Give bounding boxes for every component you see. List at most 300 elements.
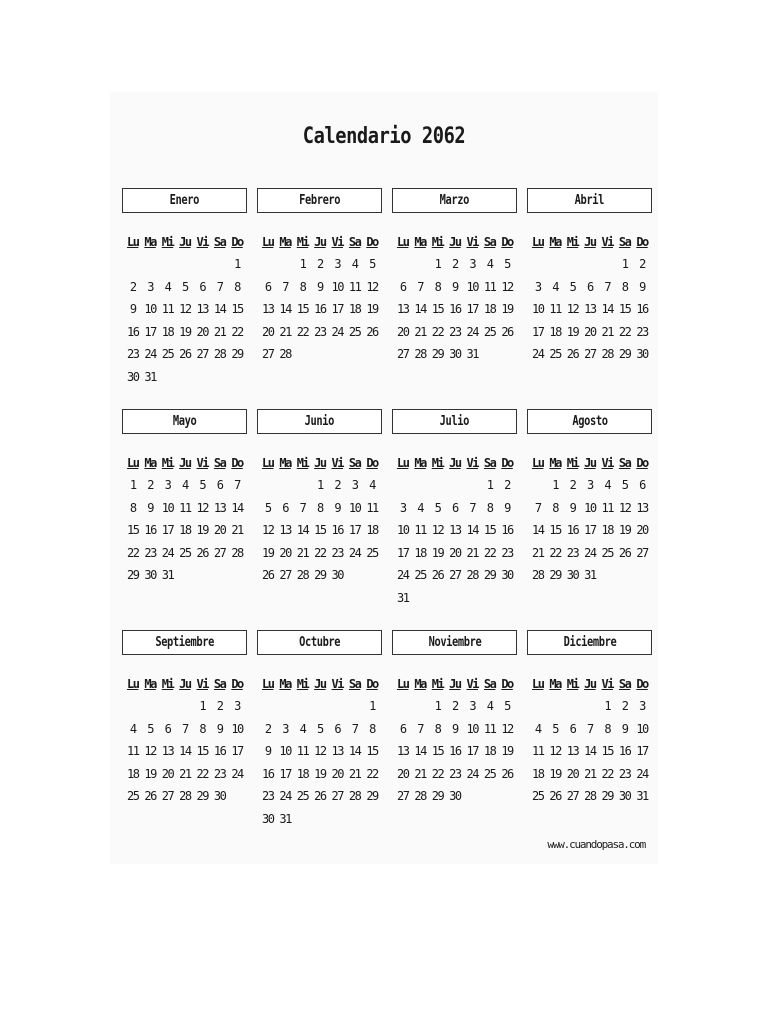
day-cell: 9	[129, 302, 136, 316]
day-cell: 21	[296, 545, 309, 560]
weekday-header: Vi	[331, 677, 343, 691]
day-cell: 16	[636, 302, 648, 316]
day-cell: 27	[196, 347, 208, 361]
weekday-header: Mi	[296, 456, 309, 470]
weekday-header: Lu	[126, 456, 139, 470]
weekday-header: Ma	[279, 456, 291, 470]
empty-day-cell	[259, 695, 276, 718]
day-cell: 12	[549, 744, 561, 758]
day-cell: 17	[584, 523, 596, 537]
day-cell: 15	[126, 523, 139, 537]
day-cell: 12	[566, 302, 579, 316]
day-cell: 4	[552, 279, 558, 294]
empty-day-cell	[176, 695, 193, 718]
day-cell: 22	[601, 766, 613, 781]
day-cell: 19	[501, 744, 513, 758]
day-cell: 21	[584, 766, 596, 781]
day-cell: 29	[618, 347, 631, 361]
day-cell: 14	[296, 523, 309, 537]
day-cell: 30	[213, 789, 226, 803]
day-cell: 28	[531, 568, 544, 582]
day-cell: 7	[351, 721, 358, 736]
empty-day-cell	[394, 253, 411, 276]
day-cell: 28	[466, 568, 478, 582]
day-cell: 24	[466, 766, 478, 781]
day-cell: 21	[348, 766, 361, 781]
day-cell: 26	[144, 789, 156, 803]
day-cell: 27	[396, 789, 409, 803]
weekday-header: Mi	[161, 235, 174, 249]
weekday-header: Do	[231, 456, 243, 470]
weekday-header: Ma	[279, 235, 291, 249]
day-cell: 11	[126, 744, 139, 758]
weekday-header: Mi	[431, 235, 444, 249]
day-cell: 29	[126, 568, 139, 582]
day-cell: 21	[531, 545, 544, 560]
day-cell: 22	[431, 766, 444, 781]
day-cell: 19	[501, 302, 513, 316]
weekday-header: Ma	[414, 235, 426, 249]
day-cell: 15	[483, 523, 496, 537]
day-cell: 7	[587, 721, 593, 736]
day-cell: 20	[584, 324, 596, 339]
day-cell: 7	[604, 279, 611, 294]
day-cell: 19	[179, 324, 191, 339]
day-cell: 28	[414, 347, 426, 361]
month-name: Julio	[439, 414, 470, 429]
weekday-header: Do	[366, 677, 378, 691]
day-cell: 28	[231, 545, 243, 560]
day-cell: 24	[396, 568, 409, 582]
day-cell: 19	[366, 302, 378, 316]
day-cell: 1	[486, 478, 493, 492]
day-cell: 25	[366, 545, 378, 560]
weekday-header: Vi	[601, 677, 613, 691]
day-cell: 10	[144, 302, 156, 316]
day-cell: 14	[601, 302, 613, 316]
day-cell: 28	[179, 789, 191, 803]
month-abril	[527, 188, 652, 366]
day-cell: 23	[144, 545, 156, 560]
weekday-header: Sa	[348, 456, 361, 470]
day-cell: 1	[604, 699, 611, 713]
day-cell: 10	[396, 523, 409, 537]
day-cell: 11	[348, 279, 361, 294]
day-grid	[259, 673, 382, 830]
weekday-header: Vi	[196, 677, 208, 691]
day-cell: 8	[299, 279, 306, 294]
weekday-header: Vi	[466, 235, 478, 249]
day-cell: 12	[501, 279, 513, 294]
day-cell: 18	[414, 545, 426, 560]
day-cell: 10	[466, 279, 478, 294]
month-julio	[392, 409, 517, 609]
day-cell: 4	[369, 478, 375, 492]
day-cell: 13	[636, 500, 648, 515]
day-cell: 16	[144, 523, 156, 537]
day-cell: 11	[483, 721, 496, 736]
empty-day-cell	[564, 695, 581, 718]
day-grid	[529, 231, 652, 366]
empty-day-cell	[311, 695, 328, 718]
month-header-box	[392, 188, 517, 213]
day-cell: 25	[483, 766, 496, 781]
month-name: Junio	[304, 414, 335, 429]
day-cell: 13	[331, 744, 343, 758]
day-cell: 21	[179, 766, 191, 781]
weekday-header: Ma	[414, 677, 426, 691]
day-cell: 17	[161, 523, 174, 537]
day-cell: 25	[179, 545, 191, 560]
weekday-header: Mi	[296, 677, 309, 691]
day-cell: 23	[213, 766, 226, 781]
weekday-header: Vi	[601, 235, 613, 249]
weekday-header: Sa	[348, 677, 361, 691]
weekday-header: Vi	[466, 677, 478, 691]
day-cell: 13	[396, 302, 409, 316]
day-cell: 17	[396, 545, 409, 560]
weekday-header: Mi	[431, 456, 444, 470]
day-cell: 11	[601, 500, 613, 515]
day-cell: 19	[196, 523, 208, 537]
day-grid	[259, 231, 382, 366]
empty-day-cell	[141, 253, 158, 276]
day-cell: 12	[179, 302, 191, 316]
day-cell: 13	[196, 302, 208, 316]
day-cell: 11	[161, 302, 174, 316]
day-cell: 2	[569, 478, 576, 492]
weekday-header: Lu	[126, 235, 139, 249]
month-name: Marzo	[439, 193, 470, 208]
day-cell: 24	[161, 545, 174, 560]
empty-day-cell	[529, 253, 546, 276]
day-cell: 2	[504, 478, 510, 492]
day-cell: 8	[434, 721, 441, 736]
empty-day-cell	[346, 695, 363, 718]
day-cell: 20	[636, 523, 648, 537]
day-cell: 27	[584, 347, 596, 361]
day-cell: 13	[396, 744, 409, 758]
month-junio	[257, 409, 382, 587]
month-octubre	[257, 630, 382, 830]
month-diciembre	[527, 630, 652, 808]
day-cell: 14	[348, 744, 361, 758]
day-cell: 29	[601, 789, 613, 803]
day-cell: 19	[431, 545, 444, 560]
day-cell: 25	[601, 545, 613, 560]
day-cell: 14	[179, 744, 191, 758]
day-cell: 24	[144, 347, 156, 361]
day-cell: 25	[348, 324, 361, 339]
empty-day-cell	[141, 695, 158, 718]
footer-website: www.cuandopasa.com	[547, 838, 645, 851]
day-cell: 14	[466, 523, 478, 537]
weekday-header: Sa	[213, 677, 226, 691]
weekday-header: Ju	[314, 456, 326, 470]
day-cell: 5	[504, 257, 510, 271]
day-cell: 31	[279, 811, 291, 826]
day-cell: 8	[552, 500, 558, 515]
empty-day-cell	[194, 253, 211, 276]
month-header-box	[257, 409, 382, 434]
day-cell: 11	[296, 744, 309, 758]
day-cell: 16	[449, 744, 461, 758]
day-cell: 7	[417, 721, 423, 736]
day-cell: 25	[296, 789, 309, 803]
day-cell: 4	[299, 721, 306, 736]
empty-day-cell	[276, 695, 293, 718]
month-name: Agosto	[571, 414, 608, 429]
day-cell: 8	[434, 279, 441, 294]
day-cell: 30	[566, 568, 579, 582]
weekday-header: Ju	[179, 677, 191, 691]
day-cell: 3	[469, 699, 476, 713]
month-name: Noviembre	[428, 635, 481, 650]
day-cell: 10	[279, 744, 291, 758]
day-cell: 27	[279, 568, 291, 582]
day-cell: 22	[126, 545, 139, 560]
day-cell: 27	[449, 568, 461, 582]
day-cell: 20	[213, 523, 226, 537]
day-cell: 25	[126, 789, 139, 803]
month-mayo	[122, 409, 247, 587]
day-cell: 9	[569, 500, 576, 515]
day-cell: 26	[314, 789, 326, 803]
day-cell: 23	[501, 545, 513, 560]
day-cell: 6	[334, 721, 341, 736]
empty-day-cell	[411, 253, 428, 276]
day-cell: 28	[279, 347, 291, 361]
weekday-header: Sa	[618, 677, 631, 691]
day-cell: 30	[449, 347, 461, 361]
day-cell: 31	[466, 347, 478, 361]
weekday-header: Lu	[396, 456, 409, 470]
weekday-header: Do	[366, 235, 378, 249]
day-cell: 18	[531, 766, 544, 781]
day-cell: 5	[264, 500, 271, 515]
day-cell: 28	[213, 347, 226, 361]
day-cell: 1	[369, 699, 375, 713]
day-cell: 12	[314, 744, 326, 758]
day-cell: 18	[483, 744, 496, 758]
day-cell: 21	[466, 545, 478, 560]
day-cell: 14	[414, 744, 426, 758]
day-cell: 17	[531, 324, 544, 339]
day-cell: 26	[549, 789, 561, 803]
weekday-header: Sa	[213, 456, 226, 470]
day-cell: 15	[549, 523, 561, 537]
weekday-header: Ma	[144, 677, 156, 691]
weekday-header: Do	[636, 456, 648, 470]
page-title: Calendario 2062	[302, 124, 466, 149]
day-cell: 12	[196, 500, 208, 515]
empty-day-cell	[411, 474, 428, 497]
day-cell: 31	[144, 369, 156, 384]
weekday-header: Mi	[431, 677, 444, 691]
day-cell: 18	[366, 523, 378, 537]
empty-day-cell	[394, 474, 411, 497]
month-header-box	[527, 630, 652, 655]
weekday-header: Vi	[196, 235, 208, 249]
day-cell: 16	[314, 302, 326, 316]
empty-day-cell	[546, 253, 563, 276]
day-cell: 5	[552, 721, 558, 736]
month-header-box	[527, 409, 652, 434]
day-cell: 31	[584, 568, 596, 582]
day-cell: 8	[317, 500, 323, 515]
day-cell: 5	[434, 500, 441, 515]
empty-day-cell	[429, 474, 446, 497]
day-cell: 17	[348, 523, 361, 537]
day-cell: 19	[549, 766, 561, 781]
day-cell: 3	[469, 257, 476, 271]
weekday-header: Lu	[531, 456, 544, 470]
day-cell: 17	[144, 324, 156, 339]
month-febrero	[257, 188, 382, 366]
day-cell: 7	[282, 279, 288, 294]
empty-day-cell	[124, 253, 141, 276]
day-cell: 24	[331, 324, 343, 339]
day-cell: 20	[261, 324, 274, 339]
day-cell: 5	[621, 478, 628, 492]
weekday-header: Mi	[566, 235, 579, 249]
weekday-header: Ju	[584, 677, 596, 691]
day-cell: 3	[639, 699, 645, 713]
day-cell: 9	[334, 500, 341, 515]
day-cell: 18	[161, 324, 174, 339]
day-cell: 15	[366, 744, 378, 758]
day-cell: 12	[261, 523, 274, 537]
month-name: Diciembre	[563, 635, 616, 650]
day-cell: 14	[531, 523, 544, 537]
day-cell: 9	[452, 279, 458, 294]
empty-day-cell	[294, 695, 311, 718]
day-cell: 24	[636, 766, 648, 781]
day-cell: 14	[231, 500, 243, 515]
day-cell: 30	[144, 568, 156, 582]
day-cell: 5	[569, 279, 576, 294]
day-cell: 19	[618, 523, 631, 537]
month-name: Mayo	[172, 414, 197, 429]
day-cell: 18	[296, 766, 309, 781]
day-cell: 29	[366, 789, 378, 803]
weekday-header: Sa	[348, 235, 361, 249]
weekday-header: Sa	[618, 456, 631, 470]
day-cell: 16	[501, 523, 513, 537]
day-cell: 30	[636, 347, 648, 361]
day-cell: 26	[566, 347, 579, 361]
weekday-header: Ju	[179, 235, 191, 249]
weekday-header: Ma	[549, 677, 561, 691]
day-cell: 2	[452, 257, 458, 271]
day-cell: 1	[299, 257, 306, 271]
day-cell: 6	[639, 478, 645, 492]
day-cell: 11	[414, 523, 426, 537]
day-cell: 20	[449, 545, 461, 560]
day-cell: 9	[452, 721, 458, 736]
day-cell: 25	[414, 568, 426, 582]
day-cell: 2	[216, 699, 223, 713]
weekday-header: Do	[636, 235, 648, 249]
day-cell: 3	[234, 699, 240, 713]
day-cell: 9	[639, 279, 645, 294]
day-cell: 6	[399, 721, 406, 736]
day-grid	[394, 231, 517, 366]
day-cell: 3	[282, 721, 288, 736]
day-cell: 4	[164, 279, 171, 294]
weekday-header: Ju	[584, 456, 596, 470]
day-cell: 18	[549, 324, 561, 339]
empty-day-cell	[259, 474, 276, 497]
empty-day-cell	[546, 695, 563, 718]
day-cell: 24	[348, 545, 361, 560]
empty-day-cell	[599, 253, 616, 276]
day-cell: 25	[549, 347, 561, 361]
day-cell: 25	[531, 789, 544, 803]
day-cell: 27	[396, 347, 409, 361]
day-cell: 9	[264, 744, 271, 758]
day-cell: 28	[296, 568, 309, 582]
day-cell: 9	[317, 279, 323, 294]
weekday-header: Ju	[314, 235, 326, 249]
day-cell: 26	[618, 545, 631, 560]
day-cell: 18	[348, 302, 361, 316]
day-cell: 21	[601, 324, 613, 339]
day-cell: 22	[231, 324, 243, 339]
day-cell: 20	[566, 766, 579, 781]
weekday-header: Mi	[566, 677, 579, 691]
weekday-header: Ju	[584, 235, 596, 249]
day-cell: 23	[314, 324, 326, 339]
day-cell: 26	[501, 766, 513, 781]
day-cell: 30	[449, 789, 461, 803]
weekday-header: Lu	[531, 235, 544, 249]
day-cell: 2	[129, 279, 136, 294]
weekday-header: Mi	[161, 456, 174, 470]
day-cell: 11	[483, 279, 496, 294]
day-cell: 1	[434, 699, 441, 713]
day-cell: 23	[566, 545, 579, 560]
day-cell: 17	[331, 302, 343, 316]
day-cell: 28	[601, 347, 613, 361]
day-cell: 17	[466, 744, 478, 758]
day-cell: 27	[261, 347, 274, 361]
month-header-box	[392, 409, 517, 434]
day-cell: 20	[196, 324, 208, 339]
day-cell: 30	[618, 789, 631, 803]
weekday-header: Sa	[618, 235, 631, 249]
day-cell: 11	[179, 500, 191, 515]
day-cell: 25	[161, 347, 174, 361]
day-cell: 1	[317, 478, 323, 492]
day-cell: 17	[279, 766, 291, 781]
month-header-box	[122, 630, 247, 655]
weekday-header: Ju	[449, 456, 461, 470]
weekday-header: Mi	[296, 235, 309, 249]
day-cell: 3	[534, 279, 541, 294]
day-cell: 1	[621, 257, 628, 271]
month-name: Septiembre	[155, 635, 214, 650]
day-cell: 22	[549, 545, 561, 560]
day-cell: 22	[483, 545, 496, 560]
day-cell: 6	[282, 500, 288, 515]
weekday-header: Do	[366, 456, 378, 470]
month-marzo	[392, 188, 517, 366]
day-cell: 23	[449, 766, 461, 781]
day-cell: 5	[369, 257, 375, 271]
day-cell: 18	[179, 523, 191, 537]
day-grid	[394, 673, 517, 808]
